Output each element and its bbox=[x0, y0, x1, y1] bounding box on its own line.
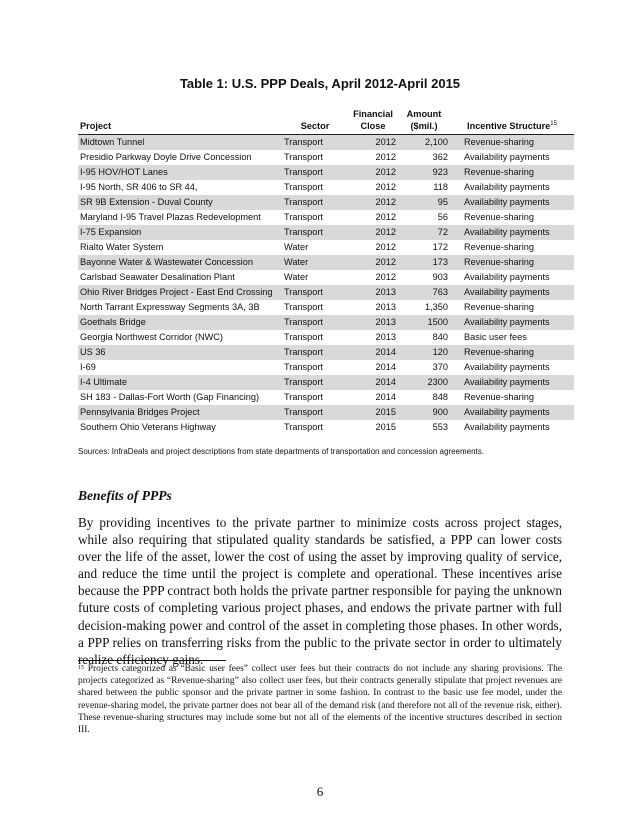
cell-sector: Transport bbox=[282, 285, 348, 300]
cell-sector: Transport bbox=[284, 182, 323, 192]
cell-financial-close: 2014 bbox=[348, 375, 398, 390]
cell-project: Rialto Water System bbox=[80, 242, 164, 252]
footnote-text: Projects categorized as “Basic user fees” collect user fees but their contracts do not include any sharing provisions. The projects categorized as “Revenue-sharing” also collect user fees, but their contracts generally stipulate that project revenues are shared between the public sponsor and the private partner in some fashion. In contrast to the basic use fee model, under the revenue-sharing model, the private partner does not bear all of the demand risk (and therefore not all of the revenue risk, either). These revenue-sharing structures may include some but not all of the elements of the incentive structures described in section III. bbox=[78, 664, 562, 736]
cell-incentive-structure: Availability payments bbox=[450, 405, 574, 420]
cell-incentive-structure: Revenue-sharing bbox=[464, 392, 534, 402]
cell-project: I-75 Expansion bbox=[78, 225, 282, 240]
cell-project: SH 183 - Dallas-Fort Worth (Gap Financing) bbox=[80, 392, 260, 402]
cell-financial-close: 2012 bbox=[375, 242, 396, 252]
table-row bbox=[78, 180, 574, 195]
cell-sector: Water bbox=[282, 255, 348, 270]
cell-financial-close: 2012 bbox=[348, 225, 398, 240]
cell-project: US 36 bbox=[78, 345, 282, 360]
table-row bbox=[78, 210, 574, 225]
header-incentive-structure bbox=[450, 108, 574, 135]
cell-amount: 72 bbox=[398, 225, 450, 240]
cell-sector: Water bbox=[284, 242, 309, 252]
table-row bbox=[78, 300, 574, 315]
table-row bbox=[78, 240, 574, 255]
cell-incentive-structure: Revenue-sharing bbox=[450, 135, 574, 151]
table-row bbox=[78, 285, 574, 300]
cell-amount: 1,350 bbox=[425, 302, 448, 312]
table-row bbox=[78, 255, 574, 270]
cell-project: Carlsbad Seawater Desalination Plant bbox=[80, 272, 235, 282]
table-row bbox=[78, 390, 574, 405]
cell-incentive-structure: Availability payments bbox=[464, 182, 550, 192]
table-row bbox=[78, 135, 574, 151]
cell-incentive-structure: Availability payments bbox=[450, 315, 574, 330]
table-body bbox=[78, 135, 574, 436]
cell-project: I-69 bbox=[80, 362, 96, 372]
cell-financial-close: 2012 bbox=[348, 195, 398, 210]
cell-incentive-structure: Availability payments bbox=[450, 225, 574, 240]
cell-incentive-structure: Availability payments bbox=[464, 422, 550, 432]
cell-financial-close: 2012 bbox=[348, 135, 398, 151]
cell-sector: Transport bbox=[282, 135, 348, 151]
cell-financial-close: 2012 bbox=[375, 272, 396, 282]
cell-incentive-structure: Availability payments bbox=[450, 375, 574, 390]
cell-sector: Transport bbox=[284, 362, 323, 372]
header-amount: Amount ($mil.) bbox=[398, 108, 450, 135]
footnote-number: 15 bbox=[78, 665, 84, 671]
body-paragraph: By providing incentives to the private partner to minimize costs across project stages, while also requiring that stipulated quality standards be satisfied, a PPP can lower costs over the life of the asset, lower the cost of using the asset by improving quality of service, and reduce the time until the project is complete and operational. These incentives arise because the PPP contract both holds the private partner responsible for paying the unknown future costs of completing various project phases, and endows the private partner with full decision-making power and control of the asset in completing those phases. In other words, a PPP relies on transferring risks from the public to the private sector in order to ultimately realize efficiency gains. bbox=[78, 515, 562, 667]
cell-amount: 903 bbox=[432, 272, 448, 282]
table-row bbox=[78, 420, 574, 435]
cell-sector: Transport bbox=[282, 375, 348, 390]
cell-financial-close: 2012 bbox=[375, 152, 396, 162]
footnote bbox=[78, 663, 562, 736]
table-row bbox=[78, 165, 574, 180]
cell-financial-close: 2014 bbox=[375, 392, 396, 402]
cell-amount: 923 bbox=[398, 165, 450, 180]
cell-amount: 362 bbox=[432, 152, 448, 162]
cell-financial-close: 2013 bbox=[375, 332, 396, 342]
section-heading: Benefits of PPPs bbox=[78, 488, 172, 503]
cell-amount: 95 bbox=[398, 195, 450, 210]
cell-sector: Transport bbox=[284, 212, 323, 222]
table-row bbox=[78, 375, 574, 390]
cell-project: SR 9B Extension - Duval County bbox=[78, 195, 282, 210]
cell-amount: 900 bbox=[398, 405, 450, 420]
cell-sector: Transport bbox=[282, 225, 348, 240]
cell-financial-close: 2013 bbox=[348, 315, 398, 330]
table-row bbox=[78, 225, 574, 240]
table-header-row bbox=[78, 108, 574, 135]
footnote-divider bbox=[78, 660, 226, 661]
table-row bbox=[78, 150, 574, 165]
cell-project: Maryland I-95 Travel Plazas Redevelopment bbox=[80, 212, 261, 222]
cell-amount: 56 bbox=[437, 212, 448, 222]
cell-financial-close: 2014 bbox=[348, 345, 398, 360]
cell-sector: Transport bbox=[282, 315, 348, 330]
cell-incentive-structure: Revenue-sharing bbox=[464, 242, 534, 252]
cell-amount: 118 bbox=[433, 182, 448, 192]
header-project: Project bbox=[78, 108, 282, 135]
table-row bbox=[78, 405, 574, 420]
cell-sector: Transport bbox=[284, 302, 323, 312]
cell-project: Southern Ohio Veterans Highway bbox=[80, 422, 216, 432]
footnote-ref-15: 15 bbox=[550, 121, 557, 127]
cell-amount: 1500 bbox=[398, 315, 450, 330]
table-row bbox=[78, 195, 574, 210]
table-row bbox=[78, 315, 574, 330]
table-sources-note: Sources: InfraDeals and project descriptions from state departments of transportation and concession agreements. bbox=[78, 447, 484, 456]
header-sector: Sector bbox=[282, 108, 348, 135]
cell-incentive-structure: Revenue-sharing bbox=[450, 165, 574, 180]
cell-project: Midtown Tunnel bbox=[78, 135, 282, 151]
header-incentive-label: Incentive Structure bbox=[467, 121, 551, 131]
cell-project: I-4 Ultimate bbox=[78, 375, 282, 390]
cell-project: Pennsylvania Bridges Project bbox=[78, 405, 282, 420]
cell-incentive-structure: Revenue-sharing bbox=[464, 212, 534, 222]
cell-project: I-95 HOV/HOT Lanes bbox=[78, 165, 282, 180]
table-row bbox=[78, 270, 574, 285]
cell-project: Georgia Northwest Corridor (NWC) bbox=[80, 332, 223, 342]
cell-project: I-95 North, SR 406 to SR 44, bbox=[80, 182, 198, 192]
cell-incentive-structure: Revenue-sharing bbox=[450, 345, 574, 360]
cell-financial-close: 2012 bbox=[375, 182, 396, 192]
ppp-deals-table bbox=[78, 108, 574, 435]
cell-incentive-structure: Basic user fees bbox=[464, 332, 527, 342]
cell-amount: 553 bbox=[432, 422, 448, 432]
cell-sector: Water bbox=[284, 272, 309, 282]
cell-project: Presidio Parkway Doyle Drive Concession bbox=[80, 152, 252, 162]
table-row bbox=[78, 345, 574, 360]
cell-sector: Transport bbox=[284, 152, 323, 162]
cell-amount: 840 bbox=[432, 332, 448, 342]
cell-sector: Transport bbox=[284, 422, 323, 432]
cell-incentive-structure: Availability payments bbox=[464, 152, 550, 162]
cell-amount: 172 bbox=[432, 242, 448, 252]
cell-sector: Transport bbox=[282, 165, 348, 180]
table-title: Table 1: U.S. PPP Deals, April 2012-April 2015 bbox=[179, 76, 461, 91]
cell-amount: 120 bbox=[398, 345, 450, 360]
cell-financial-close: 2015 bbox=[348, 405, 398, 420]
cell-project: Goethals Bridge bbox=[78, 315, 282, 330]
cell-sector: Transport bbox=[282, 405, 348, 420]
cell-incentive-structure: Availability payments bbox=[464, 272, 550, 282]
cell-amount: 848 bbox=[432, 392, 448, 402]
cell-incentive-structure: Availability payments bbox=[450, 195, 574, 210]
cell-financial-close: 2013 bbox=[375, 302, 396, 312]
cell-project: Ohio River Bridges Project - East End Crossing bbox=[78, 285, 282, 300]
cell-financial-close: 2012 bbox=[375, 212, 396, 222]
cell-financial-close: 2014 bbox=[375, 362, 396, 372]
cell-sector: Transport bbox=[284, 332, 323, 342]
cell-incentive-structure: Availability payments bbox=[450, 285, 574, 300]
cell-financial-close: 2012 bbox=[348, 255, 398, 270]
cell-amount: 2300 bbox=[398, 375, 450, 390]
cell-incentive-structure: Availability payments bbox=[464, 362, 550, 372]
cell-incentive-structure: Revenue-sharing bbox=[464, 302, 534, 312]
cell-sector: Transport bbox=[282, 345, 348, 360]
cell-sector: Transport bbox=[282, 195, 348, 210]
cell-project: Bayonne Water & Wastewater Concession bbox=[78, 255, 282, 270]
cell-amount: 2,100 bbox=[398, 135, 450, 151]
header-financial-close: Financial Close bbox=[348, 108, 398, 135]
table-row bbox=[78, 360, 574, 375]
cell-amount: 370 bbox=[432, 362, 448, 372]
page-number: 6 bbox=[316, 784, 324, 799]
cell-incentive-structure: Revenue-sharing bbox=[450, 255, 574, 270]
cell-amount: 173 bbox=[398, 255, 450, 270]
cell-financial-close: 2015 bbox=[375, 422, 396, 432]
cell-sector: Transport bbox=[284, 392, 323, 402]
cell-project: North Tarrant Expressway Segments 3A, 3B bbox=[80, 302, 260, 312]
cell-financial-close: 2013 bbox=[348, 285, 398, 300]
table-row bbox=[78, 330, 574, 345]
cell-amount: 763 bbox=[398, 285, 450, 300]
cell-financial-close: 2012 bbox=[348, 165, 398, 180]
